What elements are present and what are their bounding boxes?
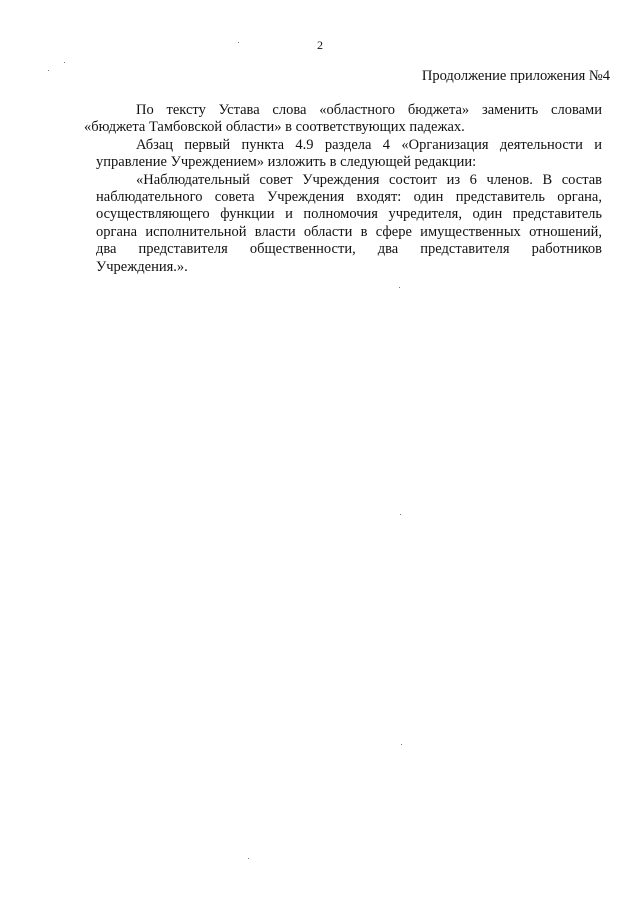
scan-speck [248,858,249,859]
paragraph-line: органа исполнительной власти области в сфере имущественных отношений, [96,223,602,240]
document-body [84,102,602,276]
scan-speck [48,70,49,71]
scan-speck [64,62,65,63]
paragraph-line: Учреждения.». [96,258,188,275]
paragraph-line: управление Учреждением» изложить в следующей редакции: [96,154,477,171]
scan-speck [400,514,401,515]
paragraph-clause-4-9 [96,137,602,172]
scan-speck [399,287,400,288]
scan-speck [401,744,402,745]
paragraph-charter-wording [84,102,602,137]
scan-speck [238,42,239,43]
paragraph-line: «бюджета Тамбовской области» в соответствующих падежах. [84,119,465,136]
page-number: 2 [317,38,323,52]
paragraph-supervisory-board [96,172,602,276]
paragraph-line: Абзац первый пункта 4.9 раздела 4 «Организация деятельности и [136,136,602,153]
paragraph-line: два представителя общественности, два представителя работников [96,241,602,258]
appendix-header: Продолжение приложения №4 [421,68,610,84]
paragraph-line: наблюдательного совета Учреждения входят: один представитель органа, [96,189,602,206]
paragraph-line: осуществляющего функции и полномочия учредителя, один представитель [96,206,602,223]
paragraph-line: По тексту Устава слова «областного бюджета» заменить словами [136,102,602,118]
paragraph-line: «Наблюдательный совет Учреждения состоит из 6 членов. В состав [136,171,602,188]
